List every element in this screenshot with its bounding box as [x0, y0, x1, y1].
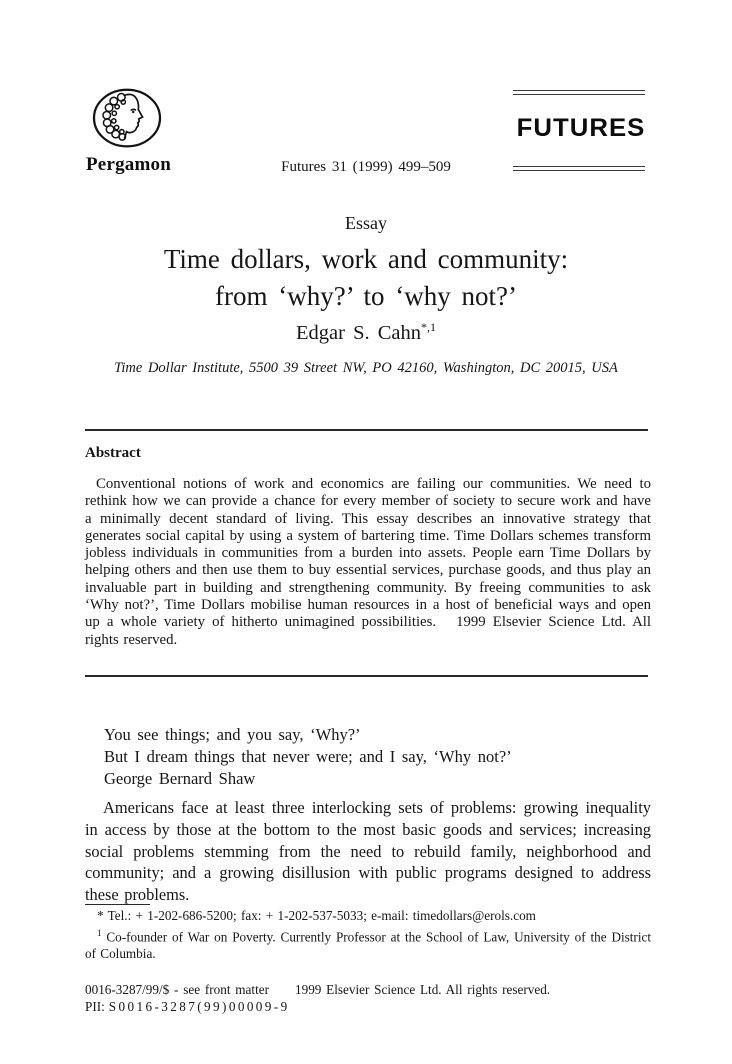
abstract-body: Conventional notions of work and economics are failing our communities. We need to rethink how we can provide a chance for every member of society to secure work and have a minimally decent standard of living. This essay describes an innovative strategy that generates social capital by using a system of bartering time. Time Dollars schemes transform jobless individuals in communities from a burden into assets. People earn Time Dollars by helping others and then use them to buy essential services, purchase goods, and thus play an invaluable part in building and strengthening community. By freeing communities to ask ‘Why not?’, Time Dollars mobilise human resources in a host of beneficial ways and open up a whole variety of hitherto unimagined possibilities.	[85, 476, 651, 631]
abstract-text	[85, 476, 651, 649]
quote-line-2: But I dream things that never were; and I say, ‘Why not?’	[104, 747, 512, 766]
article-type-label: Essay	[345, 213, 387, 233]
author-affiliation: Time Dollar Institute, 5500 39 Street NW, PO 42160, Washington, DC 20015, USA	[114, 360, 618, 376]
journal-logo	[513, 90, 646, 142]
publisher-name: Pergamon	[86, 154, 171, 175]
footnote-separator-rule	[85, 904, 150, 905]
logo-bottom-rule	[513, 166, 645, 171]
imprint-copyright: 1999 Elsevier Science Ltd. All rights reserved.	[295, 982, 551, 997]
divider-below-abstract	[85, 675, 648, 677]
journal-logo-text: FUTURES	[516, 114, 646, 142]
author-footnote-marks: *,1	[421, 320, 436, 334]
abstract-copyright-notice: 1999 Elsevier Science Ltd. All rights reserved.	[85, 614, 651, 648]
logo-top-rule	[513, 90, 645, 95]
body-paragraph: Americans face at least three interlocking sets of problems: growing inequality in access by those at the bottom to the most basic goods and services; increasing social problems stemming from the need to rebuild family, neighborhood and community; and a growing disillusion with public programs designed to address these problems.	[85, 798, 651, 905]
issn-front-matter: 0016-3287/99/$ - see front matter	[85, 982, 269, 997]
author-name: Edgar S. Cahn	[296, 321, 421, 344]
quote-attribution: George Bernard Shaw	[104, 769, 256, 788]
pii-label: PII:	[85, 999, 105, 1014]
footnote-bio-text: Co-founder of War on Poverty. Currently Professor at the School of Law, University of the District of Columbia.	[85, 928, 652, 961]
footnote-bio-mark: 1	[97, 927, 102, 938]
epigraph-quote	[104, 724, 512, 790]
journal-citation: Futures 31 (1999) 499–509	[281, 159, 451, 175]
footnote-contact: * Tel.: + 1-202-686-5200; fax: + 1-202-537-5033; e-mail: timedollars@erols.com	[97, 908, 536, 923]
article-title-line-1: Time dollars, work and community:	[163, 244, 569, 274]
abstract-heading: Abstract	[85, 445, 141, 461]
quote-line-1: You see things; and you say, ‘Why?’	[104, 725, 361, 744]
pergamon-emblem-icon	[87, 86, 167, 152]
pii-line	[85, 999, 705, 1015]
author-line	[0, 320, 732, 345]
footnotes-block	[85, 908, 651, 962]
footnote-bio	[85, 925, 651, 963]
article-title-line-2: from ‘why?’ to ‘why not?’	[215, 281, 517, 311]
pii-code: S0016-3287(99)00009-9	[108, 999, 290, 1014]
article-title	[0, 241, 732, 315]
divider-above-abstract	[85, 429, 648, 431]
front-matter-line	[85, 982, 705, 998]
